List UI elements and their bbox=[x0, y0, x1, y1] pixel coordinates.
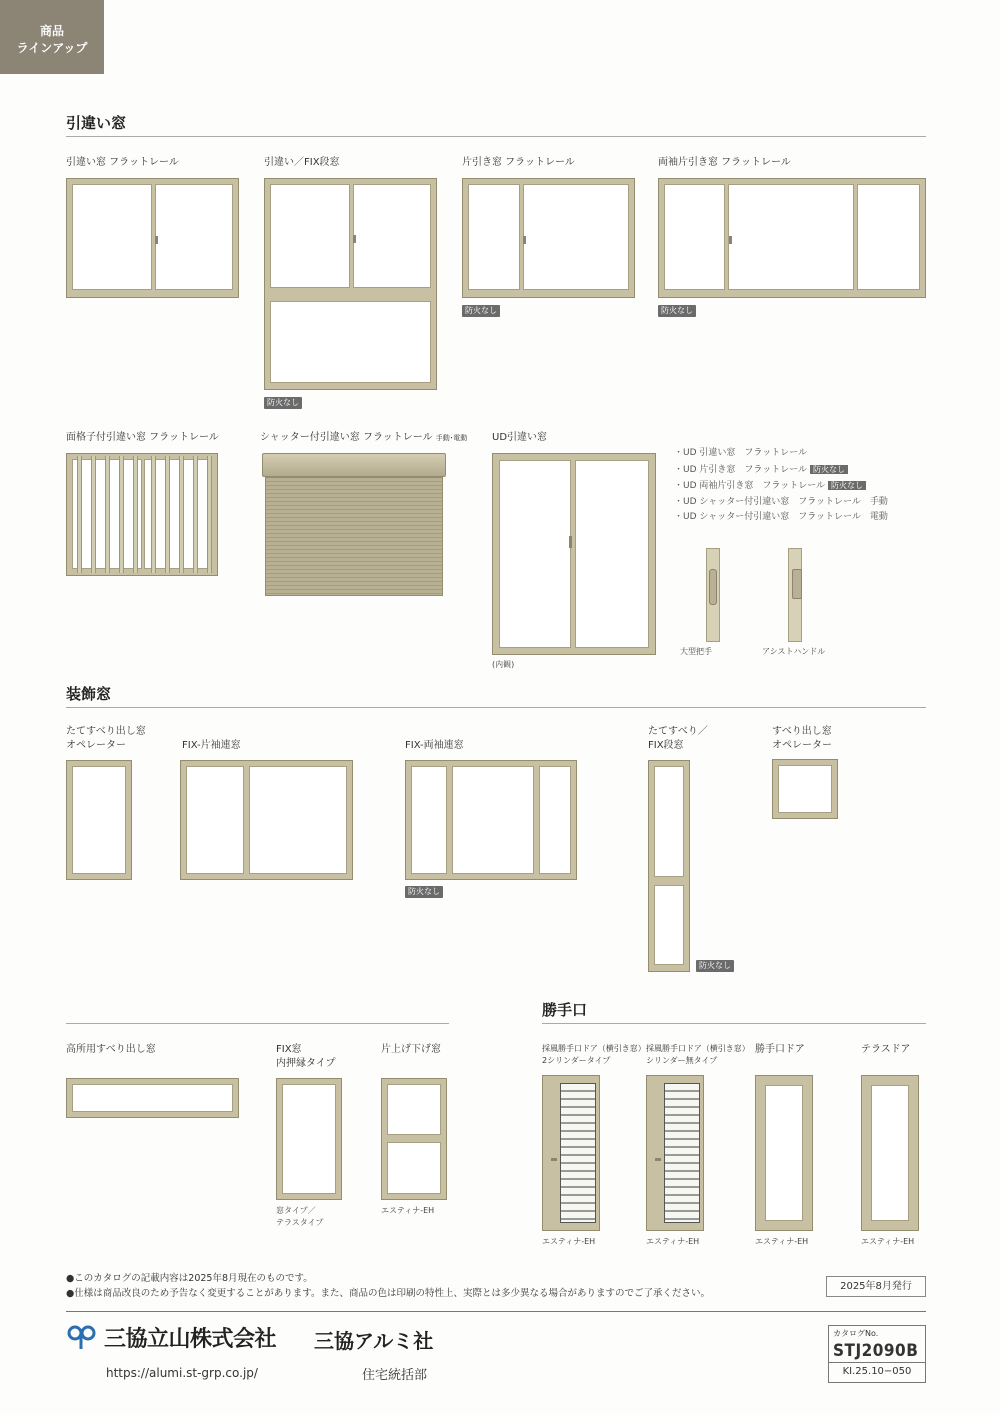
window-ud-sliding bbox=[492, 453, 656, 655]
ud-list-item: ・UD 引違い窓 フラットレール bbox=[674, 448, 808, 458]
label-entrance-door: 勝手口ドア bbox=[755, 1044, 805, 1055]
window-fix-double-sided bbox=[405, 760, 577, 880]
label-single-hung: 片上げ下げ窓 bbox=[381, 1044, 441, 1055]
label-product-name: エスティナ-EH bbox=[381, 1206, 435, 1215]
company-name: 三協立山株式会社 bbox=[104, 1327, 277, 1352]
tab-line2: ラインアップ bbox=[16, 41, 88, 55]
badge-no-fireproof: 防火なし bbox=[462, 305, 500, 317]
label-fix-window: FIX窓 内押縁タイプ bbox=[276, 1044, 336, 1069]
label-product-name: エスティナ-EH bbox=[646, 1237, 700, 1246]
section-rule bbox=[66, 136, 926, 137]
ud-list-item: ・UD 両袖片引き窓 フラットレール 防火なし bbox=[674, 478, 888, 495]
ud-list-item: ・UD 片引き窓 フラットレール 防火なし bbox=[674, 462, 888, 479]
footer-note: ●仕様は商品改良のため予告なく変更することがあります。また、商品の色は印刷の特性上、実際とは多少異なる場合がありますのでご了承ください。 bbox=[66, 1288, 711, 1299]
catalog-code: KI.25.10−050 bbox=[829, 1362, 925, 1380]
ud-list-item: ・UD シャッター付引違い窓 フラットレール 手動 bbox=[674, 496, 888, 507]
window-grille-sliding bbox=[66, 453, 218, 576]
label-shutter-sliding-window bbox=[260, 431, 467, 445]
window-single-sliding bbox=[462, 178, 635, 298]
label-casement-fix: たてすべり／ FIX段窓 bbox=[648, 726, 708, 751]
company-logo-icon bbox=[66, 1324, 100, 1350]
ud-product-list bbox=[674, 446, 888, 526]
label-double-sided-sliding-window: 両袖片引き窓 フラットレール bbox=[658, 157, 791, 168]
large-handle-image bbox=[706, 548, 720, 642]
label-fix-types: 窓タイプ／ テラスタイプ bbox=[276, 1206, 324, 1227]
label-product-name: エスティナ-EH bbox=[755, 1237, 809, 1246]
section-title-entrance: 勝手口 bbox=[542, 1001, 588, 1019]
tab-line1: 商品 bbox=[39, 24, 64, 38]
window-fix-single-sided bbox=[180, 760, 353, 880]
badge-no-fireproof: 防火なし bbox=[264, 397, 302, 409]
label-high-awning: 高所用すべり出し窓 bbox=[66, 1044, 156, 1055]
section-tab bbox=[0, 0, 104, 74]
section-title-decorative: 装飾窓 bbox=[66, 685, 112, 703]
window-single-hung bbox=[381, 1078, 447, 1200]
label-interior-view: (内観) bbox=[492, 660, 515, 669]
badge-no-fireproof: 防火なし bbox=[828, 481, 866, 490]
label-grille-sliding-window: 面格子付引違い窓 フラットレール bbox=[66, 432, 219, 443]
window-shutter bbox=[265, 477, 443, 596]
label-large-handle: 大型把手 bbox=[680, 647, 712, 656]
badge-no-fireproof: 防火なし bbox=[658, 305, 696, 317]
catalog-number-box bbox=[828, 1325, 926, 1383]
assist-handle-image bbox=[788, 548, 802, 642]
section-rule bbox=[66, 707, 926, 708]
label-awning-operator: すべり出し窓 オペレーター bbox=[772, 726, 832, 751]
window-double-sided-sliding bbox=[658, 178, 926, 298]
shutter-box bbox=[262, 453, 446, 477]
door-vent-2cyl bbox=[542, 1075, 600, 1231]
door-entrance bbox=[755, 1075, 813, 1231]
label-casement-operator: たてすべり出し窓 オペレーター bbox=[66, 726, 146, 751]
label-product-name: エスティナ-EH bbox=[861, 1237, 915, 1246]
label-terrace-door: テラスドア bbox=[861, 1044, 911, 1055]
label-fix-double-sided: FIX-両袖連窓 bbox=[405, 740, 464, 751]
label-single-sliding-window: 片引き窓 フラットレール bbox=[462, 157, 575, 168]
company-division: 三協アルミ社 bbox=[314, 1329, 434, 1353]
issue-date: 2025年8月発行 bbox=[826, 1276, 926, 1297]
department-name: 住宅統括部 bbox=[362, 1368, 428, 1383]
window-high-awning bbox=[66, 1078, 239, 1118]
section-rule bbox=[66, 1023, 449, 1024]
badge-no-fireproof: 防火なし bbox=[810, 465, 848, 474]
window-casement bbox=[66, 760, 132, 880]
label-vent-door-2cyl: 採風勝手口ドア（横引き窓） 2シリンダータイプ bbox=[542, 1044, 646, 1065]
label-vent-door-nocyl: 採風勝手口ドア（横引き窓） シリンダー無タイプ bbox=[646, 1044, 750, 1065]
footer-note: ●このカタログの記載内容は2025年8月現在のものです。 bbox=[66, 1273, 313, 1284]
label-sliding-fix-window: 引違い／FIX段窓 bbox=[264, 157, 340, 168]
catalog-number: STJ2090B bbox=[833, 1341, 919, 1361]
window-fix bbox=[276, 1078, 342, 1200]
label-product-name: エスティナ-EH bbox=[542, 1237, 596, 1246]
label-shutter-suffix: 手動･電動 bbox=[435, 434, 468, 442]
footer-notes bbox=[66, 1271, 710, 1301]
label-shutter-name: シャッター付引違い窓 フラットレール bbox=[260, 432, 433, 443]
label-fix-single-sided: FIX-片袖連窓 bbox=[182, 740, 241, 751]
footer-rule bbox=[66, 1311, 926, 1312]
catalog-label: カタログNo. bbox=[833, 1329, 879, 1338]
window-casement-fix bbox=[648, 760, 690, 972]
label-assist-handle: アシストハンドル bbox=[762, 647, 826, 656]
window-sliding-fix bbox=[264, 178, 437, 390]
window-sliding bbox=[66, 178, 239, 298]
badge-no-fireproof: 防火なし bbox=[405, 886, 443, 898]
label-ud-sliding-window: UD引違い窓 bbox=[492, 432, 548, 443]
company-url[interactable]: https://alumi.st-grp.co.jp/ bbox=[106, 1366, 258, 1380]
door-vent-nocyl bbox=[646, 1075, 704, 1231]
window-awning bbox=[772, 759, 838, 819]
badge-no-fireproof: 防火なし bbox=[696, 960, 734, 972]
section-rule bbox=[542, 1023, 926, 1024]
label-sliding-window: 引違い窓 フラットレール bbox=[66, 157, 179, 168]
ud-list-item: ・UD シャッター付引違い窓 フラットレール 電動 bbox=[674, 512, 888, 522]
section-title-sliding: 引違い窓 bbox=[66, 114, 127, 132]
door-terrace bbox=[861, 1075, 919, 1231]
